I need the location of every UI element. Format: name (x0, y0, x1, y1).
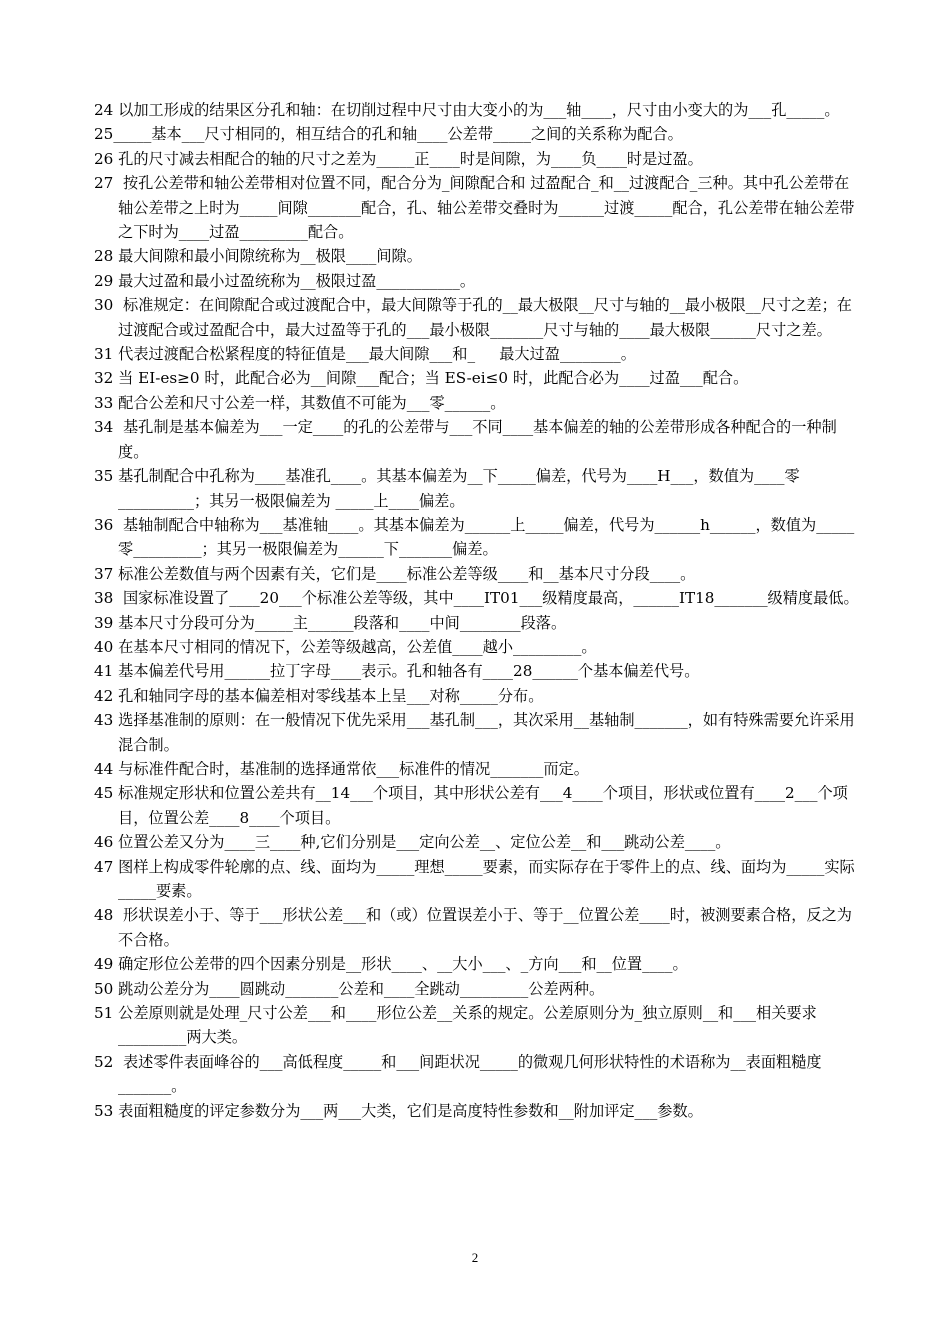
question-list (94, 98, 862, 1123)
question-36: 36 基轴制配合中轴称为___基准轴____。其基本偏差为______上_____偏差，代号为______h______，数值为_____零_________；其另一极限偏差为______下_______偏差。 (94, 515, 855, 559)
question-39: 39 基本尺寸分段可分为_____主______段落和____中间________段落。 (94, 613, 567, 632)
question-42: 42 孔和轴同字母的基本偏差相对零线基本上呈___对称_____分布。 (94, 686, 544, 705)
question-47: 47 图样上构成零件轮廓的点、线、面均为_____理想_____要素，而实际存在于零件上的点、线、面均为_____实际_____要素。 (94, 857, 855, 900)
question-51: 51 公差原则就是处理_尺寸公差___和____形位公差__关系的规定。公差原则分为_独立原则__和___相关要求_________两大类。 (94, 1004, 817, 1047)
question-34: 34 基孔制是基本偏差为___一定____的孔的公差带与___不同____基本偏差的轴的公差带形成各种配合的一种制度。 (94, 418, 837, 461)
question-24: 24 以加工形成的结果区分孔和轴：在切削过程中尺寸由大变小的为___轴____，尺寸由小变大的为___孔_____。 (94, 101, 840, 119)
question-46: 46 位置公差又分为____三____种,它们分别是___定向公差__、定位公差__和___跳动公差____。 (94, 833, 731, 852)
question-25: 25_____基本___尺寸相同的，相互结合的孔和轴____公差带_____之间的关系称为配合。 (94, 125, 683, 144)
question-26: 26 孔的尺寸减去相配合的轴的尺寸之差为_____正____时是间隙，为____负____时是过盈。 (94, 149, 703, 168)
question-43: 43 选择基准制的原则：在一般情况下优先采用___基孔制___，其次采用__基轴制_______，如有特殊需要允许采用混合制。 (94, 711, 855, 754)
question-32: 32 当 EI-es≥0 时，此配合必为__间隙___配合；当 ES-ei≤0 时，此配合必为____过盈___配合。 (94, 369, 749, 388)
question-45: 45 标准规定形状和位置公差共有__14___个项目，其中形状公差有___4____个项目，形状或位置有____2___个项目，位置公差____8____个项目。 (94, 784, 848, 827)
question-48: 48 形状误差小于、等于___形状公差___和（或）位置误差小于、等于__位置公差____时，被测要素合格，反之为不合格。 (94, 906, 852, 949)
question-38: 38 国家标准设置了____20___个标准公差等级，其中____IT01___级精度最高，______IT18_______级精度最低。 (94, 589, 859, 608)
question-37: 37 标准公差数值与两个因素有关，它们是____标准公差等级____和__基本尺寸分段____。 (94, 564, 696, 583)
page-number: 2 (471, 1250, 479, 1265)
question-33: 33 配合公差和尺寸公差一样，其数值不可能为___零______。 (94, 393, 506, 412)
question-52: 52 表述零件表面峰谷的___高低程度_____和___间距状况_____的微观几何形状特性的术语称为__表面粗糙度_______。 (94, 1052, 822, 1096)
question-44: 44 与标准件配合时，基准制的选择通常依___标准件的情况_______而定。 (94, 759, 589, 778)
question-30: 30 标准规定：在间隙配合或过渡配合中，最大间隙等于孔的__最大极限__尺寸与轴的__最小极限__尺寸之差；在过渡配合或过盈配合中，最大过盈等于孔的___最小极限_______尺寸与轴的____最大极限______尺寸之差。 (94, 296, 852, 339)
question-29: 29 最大过盈和最小过盈统称为__极限过盈___________。 (94, 271, 476, 290)
question-41: 41 基本偏差代号用______拉丁字母____表示。孔和轴各有____28______个基本偏差代号。 (94, 662, 700, 681)
question-50: 50 跳动公差分为____圆跳动_______公差和____全跳动_________公差两种。 (94, 979, 605, 998)
question-27: 27 按孔公差带和轴公差带相对位置不同，配合分为_间隙配合和 过盈配合_和__过渡配合_三种。其中孔公差带在轴公差带之上时为_____间隙_______配合，孔、轴公差带交叠时为______过渡_____配合，孔公差带在轴公差带之下时为____过盈_________配合。 (94, 174, 855, 242)
question-49: 49 确定形位公差带的四个因素分别是__形状____、__大小___、_方向___和__位置____。 (94, 955, 688, 974)
question-35: 35 基孔制配合中孔称为____基准孔____。其基本偏差为__下_____偏差，代号为____H___，数值为____零__________；其另一极限偏差为 _____上____偏差。 (94, 467, 800, 510)
question-31: 31 代表过渡配合松紧程度的特征值是___最大间隙___和_ 最大过盈________。 (94, 345, 636, 364)
question-40: 40 在基本尺寸相同的情况下，公差等级越高，公差值____越小_________。 (94, 637, 597, 656)
question-28: 28 最大间隙和最小间隙统称为__极限____间隙。 (94, 247, 422, 266)
question-53: 53 表面粗糙度的评定参数分为___两___大类，它们是高度特性参数和__附加评定___参数。 (94, 1101, 703, 1120)
